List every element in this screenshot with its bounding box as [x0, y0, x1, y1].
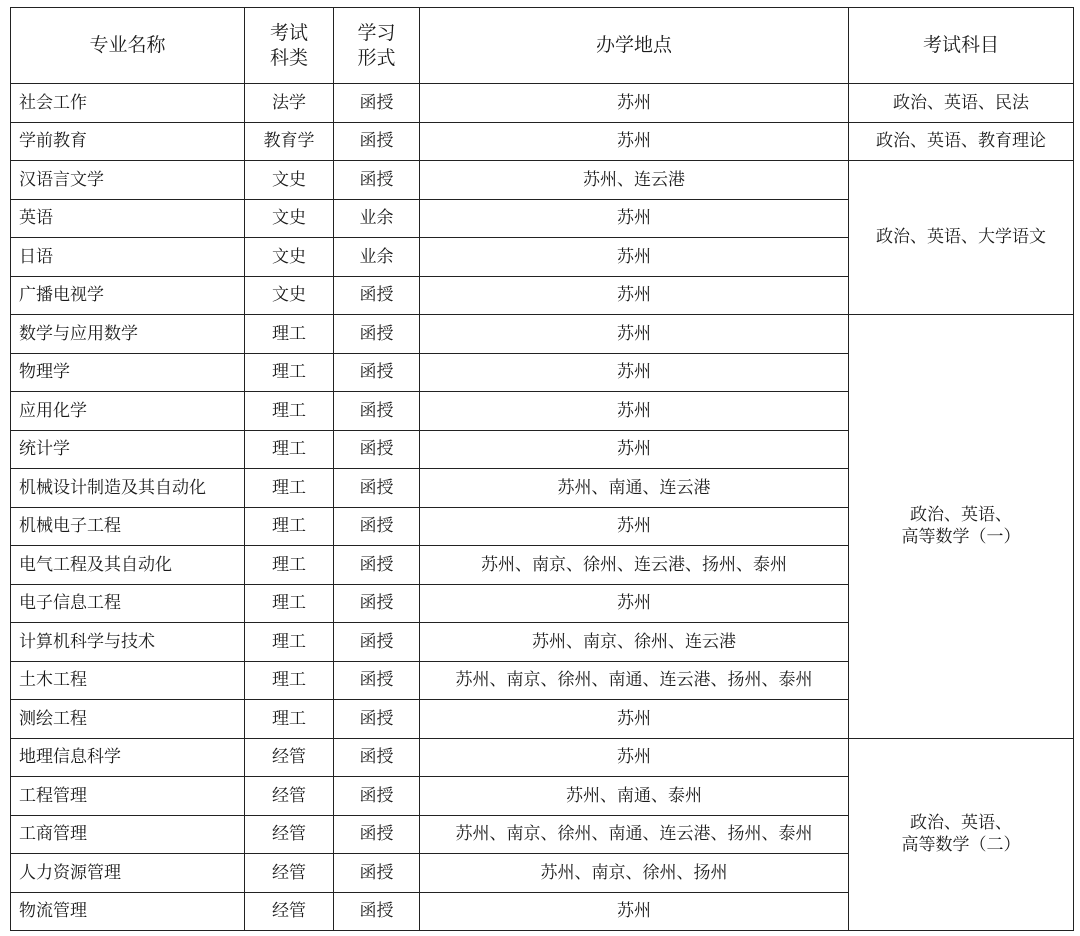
form-cell: 函授 — [334, 122, 420, 161]
subjects-cell — [849, 738, 1074, 931]
location-cell: 苏州 — [420, 122, 849, 161]
category-cell: 理工 — [245, 353, 334, 392]
major-cell: 物理学 — [11, 353, 245, 392]
major-cell: 电子信息工程 — [11, 584, 245, 623]
header-row — [11, 8, 1074, 84]
header-form-line2: 形式 — [357, 46, 396, 69]
category-cell: 理工 — [245, 507, 334, 546]
location-cell: 苏州、南通、泰州 — [420, 777, 849, 816]
major-cell: 机械设计制造及其自动化 — [11, 469, 245, 508]
category-cell: 理工 — [245, 584, 334, 623]
form-cell: 函授 — [334, 700, 420, 739]
header-form — [334, 8, 420, 84]
subjects-cell: 政治、英语、大学语文 — [849, 161, 1074, 315]
location-cell: 苏州 — [420, 507, 849, 546]
header-major: 专业名称 — [11, 8, 245, 84]
form-cell: 函授 — [334, 315, 420, 354]
header-category-line1: 考试 — [269, 21, 308, 44]
location-cell: 苏州、南京、徐州、扬州 — [420, 854, 849, 893]
category-cell: 法学 — [245, 84, 334, 123]
form-cell: 函授 — [334, 161, 420, 200]
subjects-line: 政治、英语、 — [910, 505, 1012, 526]
category-cell: 经管 — [245, 892, 334, 931]
form-cell: 函授 — [334, 430, 420, 469]
major-cell: 英语 — [11, 199, 245, 238]
category-cell: 理工 — [245, 700, 334, 739]
location-cell: 苏州 — [420, 430, 849, 469]
location-cell: 苏州 — [420, 84, 849, 123]
header-category — [245, 8, 334, 84]
category-cell: 文史 — [245, 238, 334, 277]
major-cell: 计算机科学与技术 — [11, 623, 245, 662]
form-cell: 函授 — [334, 777, 420, 816]
major-cell: 社会工作 — [11, 84, 245, 123]
subjects-cell: 政治、英语、民法 — [849, 84, 1074, 123]
category-cell: 理工 — [245, 469, 334, 508]
category-cell: 理工 — [245, 430, 334, 469]
table-row — [11, 122, 1074, 161]
category-cell: 经管 — [245, 777, 334, 816]
header-category-line2: 科类 — [269, 46, 308, 69]
location-cell: 苏州、南京、徐州、南通、连云港、扬州、泰州 — [420, 661, 849, 700]
category-cell: 教育学 — [245, 122, 334, 161]
major-cell: 人力资源管理 — [11, 854, 245, 893]
location-cell: 苏州、南通、连云港 — [420, 469, 849, 508]
form-cell: 函授 — [334, 392, 420, 431]
subjects-line: 高等数学（二） — [901, 835, 1021, 856]
category-cell: 理工 — [245, 315, 334, 354]
category-cell: 经管 — [245, 854, 334, 893]
location-cell: 苏州 — [420, 584, 849, 623]
category-cell: 理工 — [245, 623, 334, 662]
form-cell: 函授 — [334, 854, 420, 893]
category-cell: 经管 — [245, 738, 334, 777]
header-form-line1: 学习 — [357, 21, 396, 44]
major-cell: 土木工程 — [11, 661, 245, 700]
form-cell: 函授 — [334, 507, 420, 546]
subjects-line: 政治、英语、 — [910, 813, 1012, 834]
table-row — [11, 84, 1074, 123]
form-cell: 函授 — [334, 584, 420, 623]
form-cell: 业余 — [334, 199, 420, 238]
table-row — [11, 315, 1074, 354]
form-cell: 函授 — [334, 738, 420, 777]
location-cell: 苏州 — [420, 276, 849, 315]
major-cell: 测绘工程 — [11, 700, 245, 739]
category-cell: 经管 — [245, 815, 334, 854]
category-cell: 理工 — [245, 546, 334, 585]
header-location: 办学地点 — [420, 8, 849, 84]
major-cell: 汉语言文学 — [11, 161, 245, 200]
major-cell: 物流管理 — [11, 892, 245, 931]
category-cell: 文史 — [245, 161, 334, 200]
category-cell: 文史 — [245, 199, 334, 238]
form-cell: 函授 — [334, 546, 420, 585]
form-cell: 函授 — [334, 892, 420, 931]
location-cell: 苏州 — [420, 353, 849, 392]
form-cell: 函授 — [334, 815, 420, 854]
major-cell: 学前教育 — [11, 122, 245, 161]
location-cell: 苏州、南京、徐州、连云港、扬州、泰州 — [420, 546, 849, 585]
major-cell: 地理信息科学 — [11, 738, 245, 777]
location-cell: 苏州 — [420, 700, 849, 739]
form-cell: 函授 — [334, 623, 420, 662]
category-cell: 理工 — [245, 392, 334, 431]
form-cell: 函授 — [334, 469, 420, 508]
location-cell: 苏州 — [420, 238, 849, 277]
form-cell: 函授 — [334, 353, 420, 392]
form-cell: 业余 — [334, 238, 420, 277]
table-body — [11, 8, 1074, 931]
form-cell: 函授 — [334, 276, 420, 315]
location-cell: 苏州 — [420, 315, 849, 354]
major-cell: 工程管理 — [11, 777, 245, 816]
form-cell: 函授 — [334, 84, 420, 123]
major-cell: 电气工程及其自动化 — [11, 546, 245, 585]
table-row — [11, 738, 1074, 777]
subjects-line: 高等数学（一） — [901, 527, 1021, 548]
subjects-cell: 政治、英语、教育理论 — [849, 122, 1074, 161]
table-row — [11, 161, 1074, 200]
location-cell: 苏州 — [420, 738, 849, 777]
major-cell: 工商管理 — [11, 815, 245, 854]
major-cell: 数学与应用数学 — [11, 315, 245, 354]
location-cell: 苏州 — [420, 392, 849, 431]
location-cell: 苏州、连云港 — [420, 161, 849, 200]
major-cell: 广播电视学 — [11, 276, 245, 315]
header-subjects: 考试科目 — [849, 8, 1074, 84]
major-cell: 机械电子工程 — [11, 507, 245, 546]
major-cell: 统计学 — [11, 430, 245, 469]
location-cell: 苏州 — [420, 199, 849, 238]
location-cell: 苏州、南京、徐州、连云港 — [420, 623, 849, 662]
subjects-cell — [849, 315, 1074, 739]
location-cell: 苏州 — [420, 892, 849, 931]
majors-table — [10, 7, 1074, 931]
category-cell: 文史 — [245, 276, 334, 315]
major-cell: 应用化学 — [11, 392, 245, 431]
form-cell: 函授 — [334, 661, 420, 700]
location-cell: 苏州、南京、徐州、南通、连云港、扬州、泰州 — [420, 815, 849, 854]
major-cell: 日语 — [11, 238, 245, 277]
category-cell: 理工 — [245, 661, 334, 700]
